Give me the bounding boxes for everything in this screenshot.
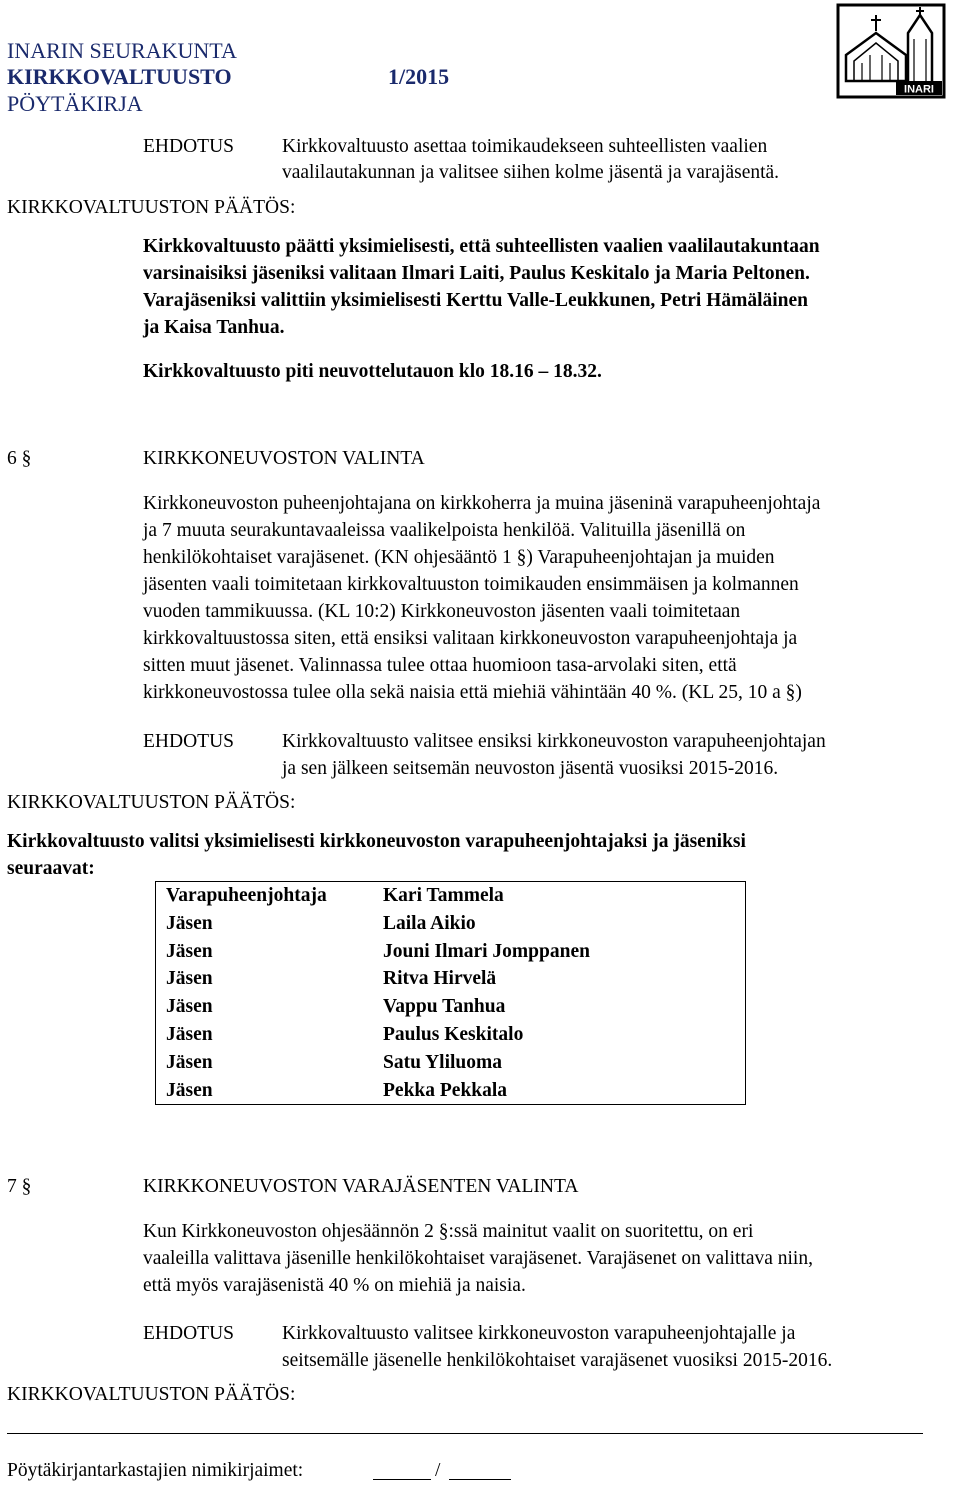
- ehdotus-line: vaalilautakunnan ja valitsee siihen kolme jäsentä ja varajäsentä.: [282, 162, 780, 183]
- logo-text: INARI: [904, 83, 934, 96]
- member-row: [156, 993, 746, 1021]
- member-role: Jäsen: [166, 1051, 213, 1073]
- member-row: [156, 910, 746, 938]
- member-name: Kari Tammela: [383, 885, 504, 906]
- decision-label: KIRKKOVALTUUSTON PÄÄTÖS:: [7, 792, 296, 813]
- body-line: Kun Kirkkoneuvoston ohjesäännön 2 §:ssä mainitut vaalit on suoritettu, on eri: [143, 1221, 754, 1242]
- ehdotus-line: Kirkkovaltuusto valitsee kirkkoneuvoston varapuheenjohtajalle ja: [282, 1323, 796, 1344]
- section-number: 6 §: [7, 448, 32, 469]
- member-row: [156, 1021, 746, 1049]
- member-role: Jäsen: [166, 940, 213, 962]
- member-role: Jäsen: [166, 996, 213, 1018]
- decision-line: varsinaisiksi jäseniksi valitaan Ilmari Laiti, Paulus Keskitalo ja Maria Peltonen.: [143, 263, 810, 284]
- org-name: INARIN SEURAKUNTA: [7, 38, 237, 63]
- decision-line: Kirkkovaltuusto päätti yksimielisesti, että suhteellisten vaalien vaalilautakuntaan: [143, 236, 820, 257]
- member-role: Jäsen: [166, 912, 213, 934]
- members-table: [155, 881, 746, 1105]
- member-role: Jäsen: [166, 968, 213, 990]
- member-row: [156, 1049, 746, 1077]
- member-row: [156, 965, 746, 993]
- member-name: Satu Yliluoma: [383, 1051, 503, 1073]
- body-name: KIRKKOVALTUUSTO: [7, 64, 232, 89]
- member-name: Vappu Tanhua: [383, 996, 506, 1018]
- footer-rule: [7, 1433, 923, 1434]
- church-logo-icon: [836, 3, 946, 99]
- body-line: vuoden tammikuussa. (KL 10:2) Kirkkoneuvoston jäsenten vaali toimitetaan: [143, 601, 741, 622]
- decision-label: KIRKKOVALTUUSTON PÄÄTÖS:: [7, 1384, 296, 1405]
- body-line: kirkkovaltuustossa siten, että ensiksi valitaan kirkkoneuvoston varapuheenjohtaja ja: [143, 628, 798, 649]
- ehdotus-label: EHDOTUS: [143, 1323, 234, 1344]
- ehdotus-line: ja sen jälkeen seitsemän neuvoston jäsentä vuosiksi 2015-2016.: [282, 758, 779, 779]
- initials-separator: /: [435, 1460, 441, 1481]
- body-line: kirkkoneuvostossa tulee olla sekä naisia että miehiä vähintään 40 %. (KL 25, 10 a §): [143, 682, 802, 703]
- break-note: Kirkkovaltuusto piti neuvottelutauon klo 18.16 – 18.32.: [143, 361, 602, 382]
- initials-field-2[interactable]: [449, 1479, 511, 1480]
- body-line: Kirkkoneuvoston puheenjohtajana on kirkkoherra ja muina jäseninä varapuheenjohtaja: [143, 493, 821, 514]
- member-name: Pekka Pekkala: [383, 1079, 508, 1101]
- body-line: vaaleilla valittava jäsenille henkilökohtaiset varajäsenet. Varajäsenet on valittava niin,: [143, 1248, 813, 1269]
- body-line: jäsenten vaali toimitetaan kirkkovaltuuston toimikauden ensimmäisen ja kolmannen: [143, 574, 799, 595]
- body-line: ja 7 muuta seurakuntavaaleissa vaalikelpoista henkilöä. Valituilla jäsenillä on: [143, 520, 746, 541]
- member-name: Ritva Hirvelä: [383, 968, 497, 990]
- ehdotus-line: Kirkkovaltuusto asettaa toimikaudekseen suhteellisten vaalien: [282, 136, 768, 157]
- member-name: Laila Aikio: [383, 912, 476, 934]
- initials-label: Pöytäkirjantarkastajien nimikirjaimet:: [7, 1460, 304, 1481]
- member-role: Jäsen: [166, 1079, 213, 1101]
- ehdotus-line: Kirkkovaltuusto valitsee ensiksi kirkkoneuvoston varapuheenjohtajan: [282, 731, 826, 752]
- section-title: KIRKKONEUVOSTON VARAJÄSENTEN VALINTA: [143, 1176, 579, 1197]
- member-role: Varapuheenjohtaja: [166, 885, 327, 906]
- decision-line: ja Kaisa Tanhua.: [143, 317, 285, 338]
- section-title: KIRKKONEUVOSTON VALINTA: [143, 448, 425, 469]
- ehdotus-line: seitsemälle jäsenelle henkilökohtaiset varajäsenet vuosiksi 2015-2016.: [282, 1350, 833, 1371]
- initials-field-1[interactable]: [373, 1479, 431, 1480]
- body-line: että myös varajäsenistä 40 % on miehiä ja naisia.: [143, 1275, 526, 1296]
- decision-label: KIRKKOVALTUUSTON PÄÄTÖS:: [7, 197, 296, 218]
- decision-line: Kirkkovaltuusto valitsi yksimielisesti kirkkoneuvoston varapuheenjohtajaksi ja jäseniksi: [7, 831, 746, 852]
- body-line: henkilökohtaiset varajäsenet. (KN ohjesääntö 1 §) Varapuheenjohtajan ja muiden: [143, 547, 775, 568]
- decision-line: seuraavat:: [7, 858, 95, 879]
- body-line: sitten muut jäsenet. Valinnassa tulee ottaa huomioon tasa-arvolaki siten, että: [143, 655, 737, 676]
- member-row: [156, 1077, 746, 1105]
- doc-type: PÖYTÄKIRJA: [7, 91, 143, 116]
- section-number: 7 §: [7, 1176, 32, 1197]
- member-name: Paulus Keskitalo: [383, 1023, 524, 1045]
- member-name: Jouni Ilmari Jomppanen: [383, 940, 590, 962]
- member-row: [156, 882, 746, 910]
- ehdotus-label: EHDOTUS: [143, 731, 234, 752]
- member-row: [156, 938, 746, 966]
- member-role: Jäsen: [166, 1023, 213, 1045]
- ehdotus-label: EHDOTUS: [143, 136, 234, 157]
- decision-line: Varajäseniksi valittiin yksimielisesti Kerttu Valle-Leukkunen, Petri Hämäläinen: [143, 290, 809, 311]
- session-number: 1/2015: [388, 64, 450, 89]
